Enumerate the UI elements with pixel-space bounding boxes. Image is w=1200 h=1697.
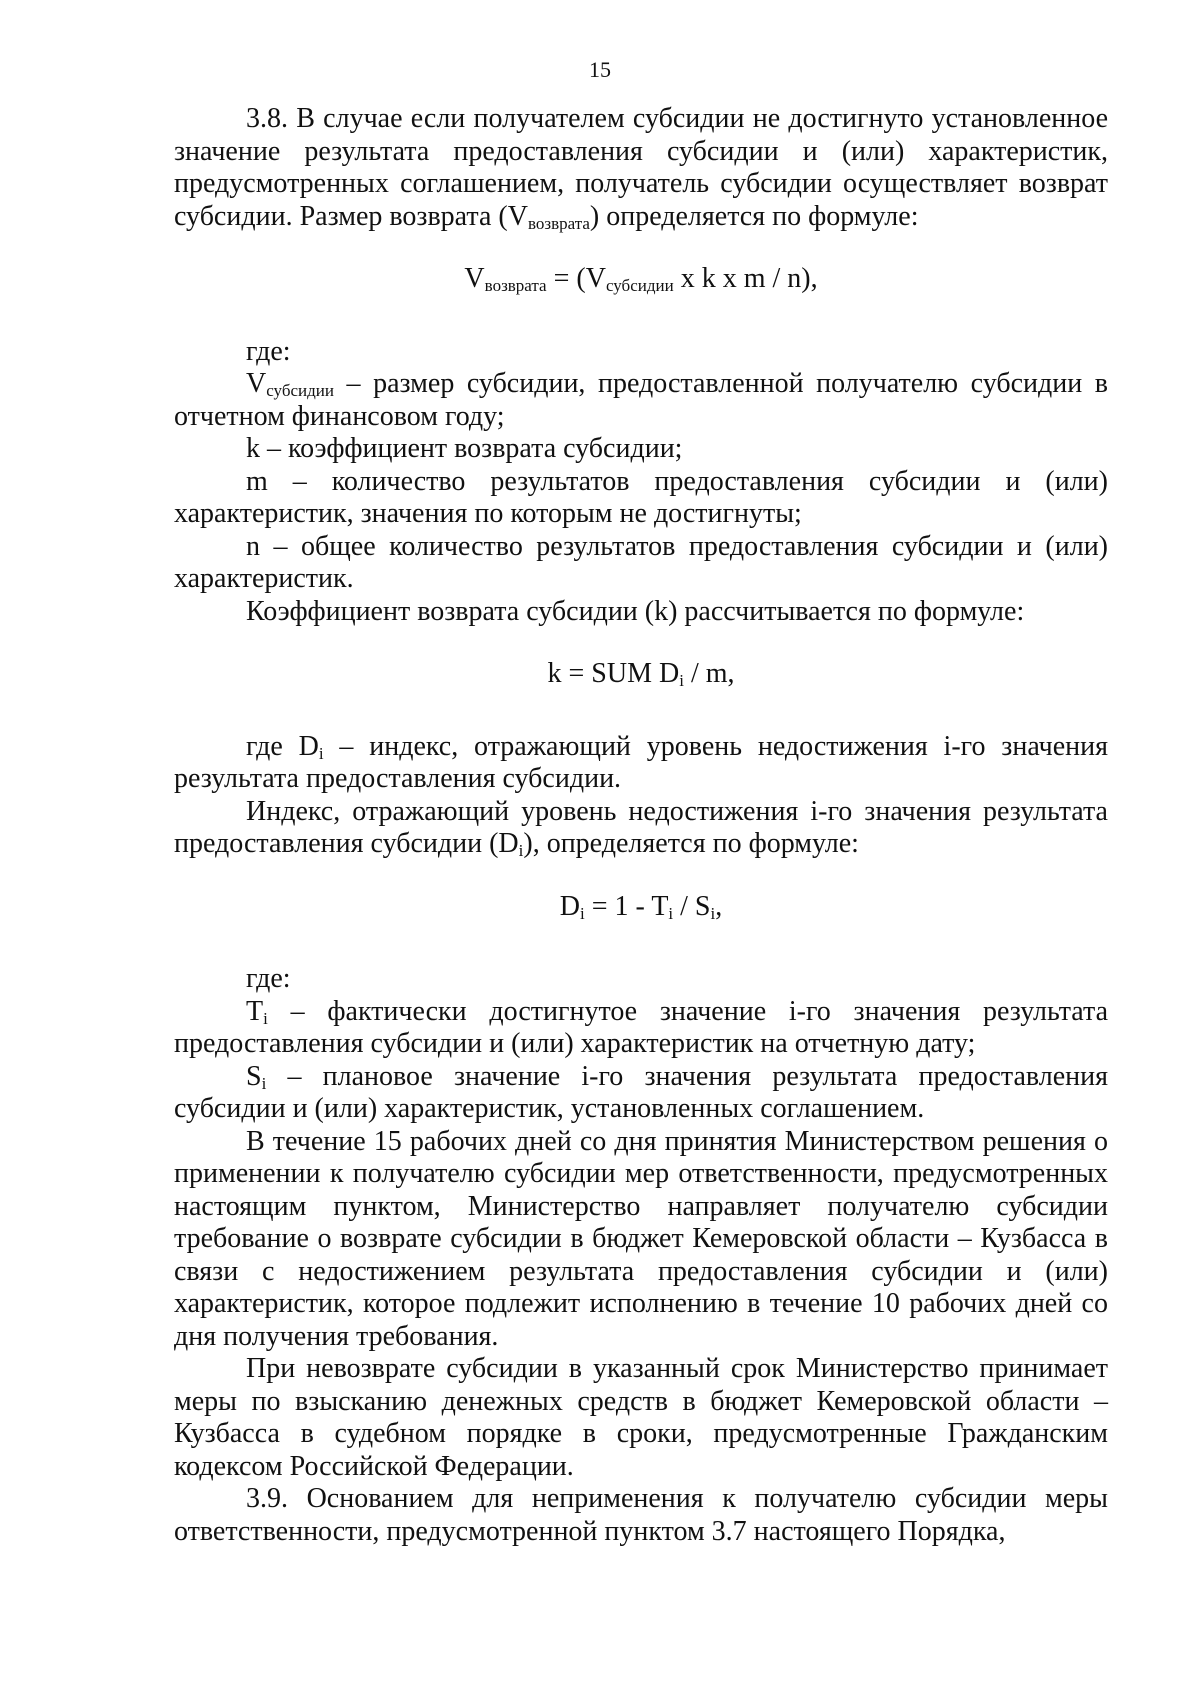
paragraph-index: Индекс, отражающий уровень недостижения i-го значения результата предоставления субсидии $(D_i)$, определяется по формуле: (174, 795, 1108, 860)
where-label: где: (246, 963, 291, 994)
document-body (174, 103, 1108, 1548)
paragraph-di-definition: где $D_i$ – индекс, отражающий уровень недостижения i-го значения результата предоставления субсидии. (174, 730, 1108, 794)
subscript: i (318, 743, 324, 763)
subscript: возврата (484, 276, 547, 295)
where-label: где: (246, 335, 291, 367)
definition-m: m – количество результатов предоставления субсидии и (или) характеристик, значения по которым не достигнуты; (174, 465, 1108, 529)
paragraph-3-9: 3.9. Основанием для неприменения к получателю субсидии меры ответственности, предусмотренной пунктом 3.7 настоящего Порядка, (174, 1483, 1108, 1547)
subscript: i (579, 903, 585, 923)
definition-ti: $T_i$ – фактически достигнутое значение i-го значения результата предоставления субсидии и (или) характеристик на отчетную дату; (174, 995, 1108, 1059)
definition-v-subsidii: $V_{субсидии}$ – размер субсидии, предоставленной получателю субсидии в отчетном финансовом году; (174, 368, 1108, 432)
page-number: 15 (589, 57, 611, 82)
formula-di: $D_i = 1 - T_i / S_i$, (559, 890, 723, 923)
paragraph-15-days: В течение 15 рабочих дней со дня принятия Министерством решения о применении к получателю субсидии мер ответственности, предусмотренных настоящим пунктом, Министерство направляет получателю субсидии требование о возврате субсидии в бюджет Кемеровской области – Кузбасса в связи с недостижением результата предоставления субсидии и (или) характеристик, которое подлежит исполнению в течение 10 рабочих дней со дня получения требования. (174, 1125, 1108, 1352)
paragraph-nevozvrat: При невозврате субсидии в указанный срок Министерство принимает меры по взысканию денежных средств в бюджет Кемеровской области – Кузбасса в судебном порядке в сроки, предусмотренные Гражданским кодексом Российской Федерации. (174, 1353, 1108, 1482)
subscript: i (261, 1073, 267, 1093)
definition-k: k – коэффициент возврата субсидии; (246, 433, 683, 464)
subscript: i (518, 841, 524, 860)
subscript: i (263, 1008, 268, 1028)
subscript: субсидии (605, 276, 674, 295)
definition-si: $S_i$ – плановое значение i-го значения результата предоставления субсидии и (или) характеристик, установленных соглашением. (174, 1060, 1108, 1124)
subscript: субсидии (266, 381, 334, 400)
subscript: i (710, 903, 716, 923)
formula-v-vozvrata: $V_{возврата} = (V_{субсидии}$ x k x m / n), (464, 263, 818, 295)
paragraph-3-8: 3.8. В случае если получателем субсидии не достигнуто установленное значение результата предоставления субсидии и (или) характеристик, предусмотренных соглашением, получатель субсидии осуществляет возврат субсидии. Размер возврата $(V_{возврата})$ определяется по формуле: (174, 103, 1108, 233)
paragraph-koefficient: Коэффициент возврата субсидии (k) рассчитывается по формуле: (246, 595, 1025, 627)
subscript: i (668, 903, 674, 923)
subscript: возврата (527, 213, 590, 233)
definition-n: n – общее количество результатов предоставления субсидии и (или) характеристик. (174, 530, 1108, 594)
subscript: i (679, 671, 684, 690)
formula-k: k = SUM $D_i$ / m, (547, 658, 735, 690)
